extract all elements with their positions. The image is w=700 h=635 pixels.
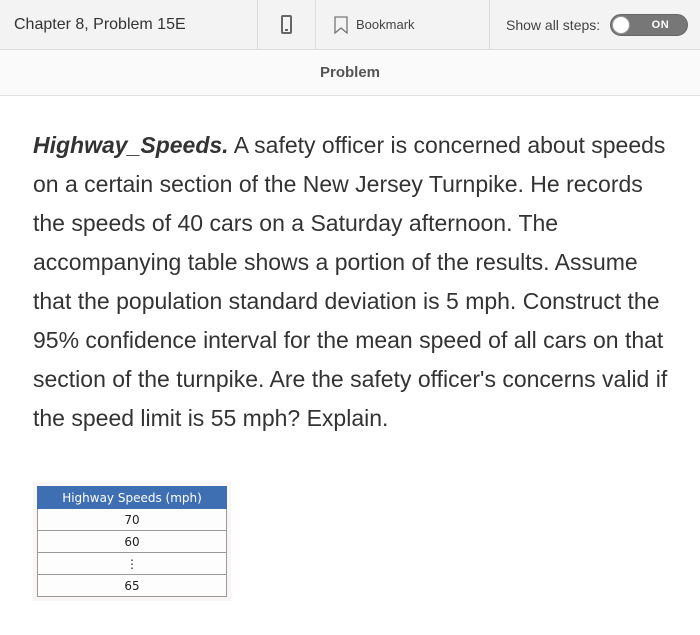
problem-statement	[33, 126, 673, 438]
table-cell: ⋮	[38, 553, 227, 575]
section-title: Problem	[0, 50, 700, 96]
toggle-state-label: ON	[651, 18, 670, 31]
problem-content	[0, 96, 700, 635]
show-steps-toggle[interactable]	[610, 14, 688, 36]
table-cell: 60	[38, 531, 227, 553]
table-cell: 65	[38, 575, 227, 597]
chapter-problem-title: Chapter 8, Problem 15E	[0, 0, 258, 49]
show-steps-control	[490, 0, 700, 49]
phone-icon	[281, 15, 292, 34]
table-cell: 70	[38, 509, 227, 531]
table-row	[38, 531, 227, 553]
table-row	[38, 509, 227, 531]
toggle-knob	[612, 16, 630, 34]
bookmark-icon	[334, 16, 348, 34]
bookmark-label: Bookmark	[356, 17, 415, 32]
speeds-table	[37, 486, 227, 597]
problem-body: A safety officer is concerned about speeds on a certain section of the New Jersey Turnpike. He records the speeds of 40 cars on a Saturday afternoon. The accompanying table shows a portion of the results. Assume that the population standard deviation is 5 mph. Construct the 95% confidence interval for the mean speed of all cars on that section of the turnpike. Are the safety officer's concerns valid if the speed limit is 55 mph? Explain.	[33, 132, 668, 431]
top-toolbar	[0, 0, 700, 50]
show-steps-label: Show all steps:	[506, 16, 601, 33]
problem-label: Highway_Speeds.	[33, 132, 229, 158]
bookmark-button[interactable]	[316, 0, 490, 49]
table-row	[38, 553, 227, 575]
table-row	[38, 575, 227, 597]
table-header: Highway Speeds (mph)	[38, 487, 227, 509]
device-view-button[interactable]	[258, 0, 316, 49]
